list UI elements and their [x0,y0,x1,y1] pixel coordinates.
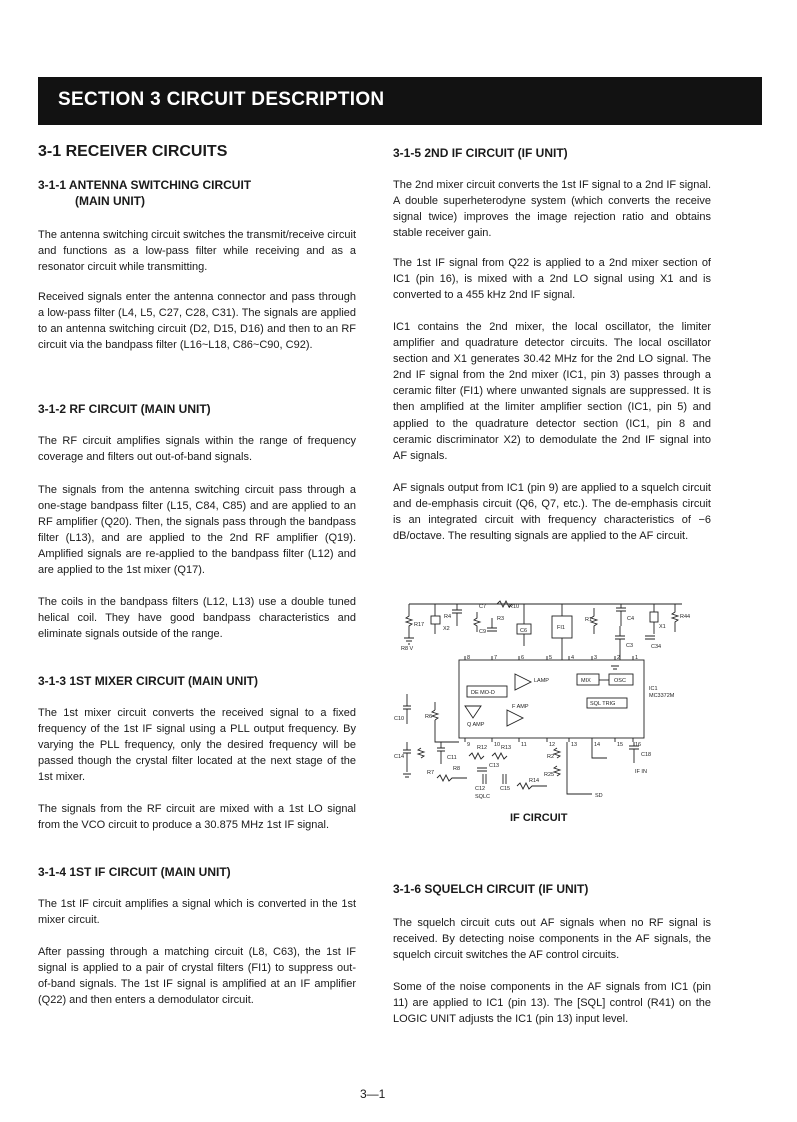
label-r7: R7 [427,770,435,776]
label-r12: R12 [477,745,488,751]
label-r17: R17 [414,622,425,628]
label-c13: C13 [489,763,500,769]
pin-16: 16 [635,742,642,748]
section-banner [38,77,762,125]
label-r8v: R8 V [401,646,414,652]
pin-1: 1 [635,655,639,661]
label-c6: C6 [520,628,528,634]
section-title: SECTION 3 CIRCUIT DESCRIPTION [58,89,385,110]
heading-3-1-4: 3-1-4 1ST IF CIRCUIT (MAIN UNIT) [38,865,231,879]
label-famp: F AMP [512,704,529,710]
pin-3: 3 [594,655,598,661]
page-number: 3—1 [360,1087,386,1101]
label-sqltrig: SQL TRIG [590,701,616,707]
label-r44: R44 [680,614,691,620]
pin-14: 14 [594,742,601,748]
label-mix: MIX [581,678,591,684]
figure-caption: IF CIRCUIT [510,812,568,824]
pin-7: 7 [494,655,498,661]
paragraph: The antenna switching circuit switches the transmit/receive circuit and functions as a low-pass filter while receiving and as a resonator circuit while transmitting. [38,229,356,274]
if-circuit-diagram [394,598,691,808]
label-c15: C15 [500,786,511,792]
label-c7: C7 [479,604,487,610]
label-qamp: Q AMP [467,722,485,728]
label-r6: R6 [425,714,433,720]
label-c18: C18 [641,752,652,758]
heading-3-1-3: 3-1-3 1ST MIXER CIRCUIT (MAIN UNIT) [38,674,259,688]
pin-9: 9 [467,742,471,748]
paragraph: The signals from the RF circuit are mixed with a 1st LO signal from the VCO circuit to produce a 30.875 MHz 1st IF signal. [38,803,356,832]
pin-15: 15 [617,742,624,748]
label-sqlc: SQLC [475,794,490,800]
heading-3-1-6: 3-1-6 SQUELCH CIRCUIT (IF UNIT) [393,882,589,896]
pin-13: 13 [571,742,578,748]
label-c34: C34 [651,644,662,650]
pin-5: 5 [549,655,553,661]
paragraph: The squelch circuit cuts out AF signals when no RF signal is received. By detecting noise components in the AF signals, the squelch circuit switches the AF control circuits. [393,917,711,962]
label-sd: SD [595,793,603,799]
label-if-in: IF IN [635,769,647,775]
label-osc: OSC [614,678,626,684]
label-ic1: IC1 [649,686,658,692]
label-r4: R4 [444,614,452,620]
heading-3-1-1: 3-1-1 ANTENNA SWITCHING CIRCUIT [38,178,252,192]
label-ic1-part: MC3372M [649,693,675,699]
paragraph: Received signals enter the antenna connector and pass through a low-pass filter (L4, L5, C27, C28, C31). The signals are applied to an antenna switching circuit (D2, D15, D16) and then to an RF circuit via the bandpass filter (L16~L18, C86~C90, C92). [38,291,356,352]
label-x1: X1 [659,624,666,630]
label-x2: X2 [443,626,450,632]
heading-3-1-2: 3-1-2 RF CIRCUIT (MAIN UNIT) [38,402,211,416]
label-c4: C4 [627,616,635,622]
pin-8: 8 [467,655,471,661]
pin-10: 10 [494,742,501,748]
label-fi1: FI1 [557,625,565,631]
label-c12: C12 [475,786,486,792]
pin-11: 11 [521,742,527,748]
label-r14: R14 [529,778,540,784]
label-r10: R10 [509,604,520,610]
label-c14: C14 [394,754,405,760]
paragraph: IC1 contains the 2nd mixer, the local oscillator, the limiter amplifier and quadrature detector circuits. The local oscillator section and X1 generates 30.42 MHz for the 2nd LO signal. The 2nd IF signal from the 2nd mixer (IC1, pin 3) passes through a ceramic filter (FI1) where unwanted signals are suppressed. It is then amplified at the limiter amplifier section (IC1, pin 5) and applied to the quadrature detector section (IC1, pin 8 and ceramic discriminator X2) to demodulate the 2nd IF signal into AF signals. [393,321,711,462]
label-demod: DE MO-D [471,690,495,696]
paragraph: The signals from the antenna switching circuit pass through a one-stage bandpass filter (L15, C84, C85) and are applied to an RF amplifier (Q20). Then, the signals pass through the bandpass filter (L13), and are applied to the 2nd RF amplifier (Q19). Amplified signals are re-applied to the bandpass filter (L12) and are applied to the 1st mixer (Q17). [38,484,356,577]
label-c11: C11 [447,755,457,761]
label-c9: C9 [479,629,487,635]
heading-3-1-5: 3-1-5 2ND IF CIRCUIT (IF UNIT) [393,146,568,160]
label-lamp: LAMP [534,678,549,684]
heading-3-1: 3-1 RECEIVER CIRCUITS [38,143,228,160]
label-c3: C3 [626,643,634,649]
paragraph: Some of the noise components in the AF signals from IC1 (pin 11) are applied to IC1 (pin 13). The [SQL] control (R41) on the LOGIC UNIT adjusts the IC1 (pin 13) input level. [393,981,711,1026]
pin-2: 2 [617,655,621,661]
paragraph: The coils in the bandpass filters (L12, L13) use a double tuned helical coil. They have good bandpass characteristics and eliminate signals outside of the range. [38,596,356,641]
paragraph: The 1st IF circuit amplifies a signal which is converted in the 1st mixer circuit. [38,898,356,927]
pin-12: 12 [549,742,556,748]
label-r2: R2 [547,754,555,760]
pin-6: 6 [521,655,525,661]
label-r13: R13 [501,745,512,751]
paragraph: After passing through a matching circuit (L8, C63), the 1st IF signal is applied to a pair of crystal filters (FI1) to suppress out-of-band signals. The 1st IF signal is amplified at an IF amplifier (Q22) and then enters a demodulator circuit. [38,946,356,1007]
paragraph: The 1st IF signal from Q22 is applied to a 2nd mixer section of IC1 (pin 16), is mixed with a 2nd LO signal using X1 and is converted to a 455 kHz 2nd IF signal. [393,257,711,302]
paragraph: The RF circuit amplifies signals within the range of frequency coverage and filters out out-of-band signals. [38,435,356,464]
label-c10: C10 [394,716,405,722]
label-r3: R3 [497,616,505,622]
label-r1: R1 [585,617,593,623]
paragraph: The 2nd mixer circuit converts the 1st IF signal to a 2nd IF signal. A double superheterodyne system (which converts the receive signal twice) improves the image rejection ratio and obtains stable receiver gain. [393,179,711,240]
paragraph: AF signals output from IC1 (pin 9) are applied to a squelch circuit and de-emphasis circuit (Q6, Q7, etc.). The de-emphasis circuit is an integrated circuit with frequency characteristics of −6 dB/octave. The resulting signals are applied to the AF circuit. [393,482,711,543]
label-r25: R25 [544,772,555,778]
heading-3-1-1-sub: (MAIN UNIT) [75,194,145,208]
pin-4: 4 [571,655,575,661]
paragraph: The 1st mixer circuit converts the received signal to a fixed frequency of the 1st IF signal using a PLL output frequency. By varying the PLL frequency, only the desired frequency will be passed though the crystal filter located at the next stage of the 1st mixer. [38,707,356,784]
label-r8: R8 [453,766,461,772]
